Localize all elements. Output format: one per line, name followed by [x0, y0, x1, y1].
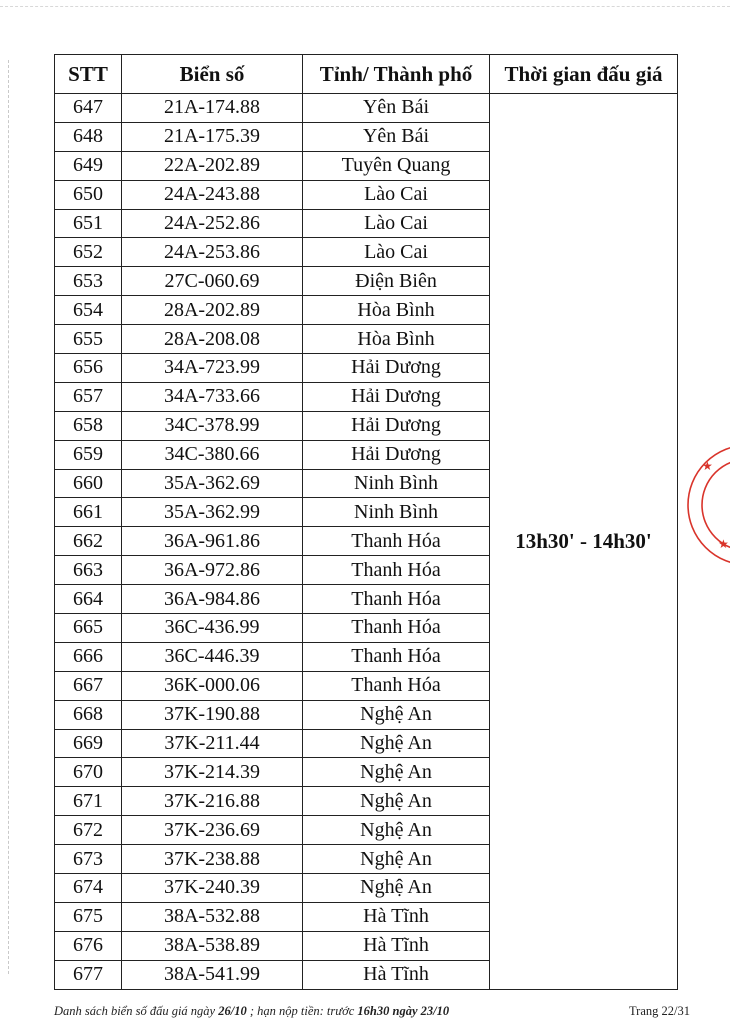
cell-plate: 28A-202.89 — [122, 296, 303, 325]
cell-plate: 34A-723.99 — [122, 354, 303, 383]
cell-province: Lào Cai — [303, 180, 490, 209]
cell-stt: 656 — [55, 354, 122, 383]
cell-plate: 37K-238.88 — [122, 845, 303, 874]
cell-stt: 650 — [55, 180, 122, 209]
cell-province: Nghệ An — [303, 787, 490, 816]
header-stt: STT — [55, 55, 122, 94]
cell-plate: 36A-984.86 — [122, 585, 303, 614]
cell-province: Hải Dương — [303, 411, 490, 440]
cell-plate: 37K-216.88 — [122, 787, 303, 816]
cell-province: Ninh Bình — [303, 498, 490, 527]
scan-edge-left — [8, 60, 10, 974]
cell-stt: 647 — [55, 94, 122, 123]
cell-plate: 27C-060.69 — [122, 267, 303, 296]
cell-plate: 24A-253.86 — [122, 238, 303, 267]
footer-deadline: 16h30 ngày 23/10 — [357, 1004, 450, 1018]
cell-plate: 28A-208.08 — [122, 325, 303, 354]
cell-stt: 669 — [55, 729, 122, 758]
cell-stt: 655 — [55, 325, 122, 354]
cell-stt: 674 — [55, 874, 122, 903]
cell-plate: 37K-211.44 — [122, 729, 303, 758]
cell-stt: 652 — [55, 238, 122, 267]
svg-text:★: ★ — [702, 459, 713, 473]
cell-province: Nghệ An — [303, 816, 490, 845]
cell-plate: 36A-972.86 — [122, 556, 303, 585]
red-seal-stamp-icon — [690, 430, 730, 580]
cell-province: Hà Tĩnh — [303, 902, 490, 931]
header-province: Tỉnh/ Thành phố — [303, 55, 490, 94]
cell-province: Lào Cai — [303, 209, 490, 238]
cell-province: Nghệ An — [303, 700, 490, 729]
cell-province: Hòa Bình — [303, 296, 490, 325]
table-row — [55, 94, 678, 123]
cell-plate: 36C-436.99 — [122, 614, 303, 643]
cell-plate: 37K-236.69 — [122, 816, 303, 845]
cell-province: Hải Dương — [303, 382, 490, 411]
cell-plate: 21A-174.88 — [122, 94, 303, 123]
cell-stt: 664 — [55, 585, 122, 614]
cell-province: Điện Biên — [303, 267, 490, 296]
cell-plate: 36K-000.06 — [122, 671, 303, 700]
cell-province: Thanh Hóa — [303, 585, 490, 614]
cell-province: Nghệ An — [303, 729, 490, 758]
cell-plate: 38A-538.89 — [122, 931, 303, 960]
cell-province: Hà Tĩnh — [303, 960, 490, 989]
cell-stt: 673 — [55, 845, 122, 874]
cell-province: Hà Tĩnh — [303, 931, 490, 960]
cell-stt: 665 — [55, 614, 122, 643]
cell-province: Tuyên Quang — [303, 151, 490, 180]
scan-edge-top — [0, 6, 730, 8]
cell-stt: 662 — [55, 527, 122, 556]
footer-note-prefix: Danh sách biển số đấu giá ngày — [54, 1004, 219, 1018]
cell-plate: 21A-175.39 — [122, 122, 303, 151]
cell-stt: 660 — [55, 469, 122, 498]
cell-stt: 653 — [55, 267, 122, 296]
footer-auction-date: 26/10 — [218, 1004, 247, 1018]
table-body — [55, 94, 678, 990]
cell-stt: 676 — [55, 931, 122, 960]
page-number: Trang 22/31 — [628, 1004, 690, 1018]
cell-stt: 659 — [55, 440, 122, 469]
cell-stt: 658 — [55, 411, 122, 440]
cell-province: Yên Bái — [303, 122, 490, 151]
footer-note-middle: ; hạn nộp tiền: trước — [246, 1004, 358, 1018]
cell-stt: 670 — [55, 758, 122, 787]
cell-stt: 651 — [55, 209, 122, 238]
cell-province: Hải Dương — [303, 440, 490, 469]
cell-stt: 663 — [55, 556, 122, 585]
cell-plate: 36A-961.86 — [122, 527, 303, 556]
cell-plate: 36C-446.39 — [122, 642, 303, 671]
cell-province: Thanh Hóa — [303, 527, 490, 556]
cell-plate: 37K-214.39 — [122, 758, 303, 787]
cell-plate: 34C-378.99 — [122, 411, 303, 440]
cell-province: Nghệ An — [303, 874, 490, 903]
cell-province: Nghệ An — [303, 758, 490, 787]
cell-province: Lào Cai — [303, 238, 490, 267]
cell-stt: 666 — [55, 642, 122, 671]
cell-stt: 667 — [55, 671, 122, 700]
cell-stt: 657 — [55, 382, 122, 411]
cell-stt: 668 — [55, 700, 122, 729]
cell-stt: 677 — [55, 960, 122, 989]
cell-stt: 648 — [55, 122, 122, 151]
cell-plate: 38A-532.88 — [122, 902, 303, 931]
svg-text:★: ★ — [718, 537, 729, 551]
cell-plate: 34C-380.66 — [122, 440, 303, 469]
table-header-row — [55, 55, 678, 94]
cell-plate: 35A-362.99 — [122, 498, 303, 527]
cell-province: Hải Dương — [303, 354, 490, 383]
footer-note — [54, 1004, 449, 1019]
cell-plate: 24A-243.88 — [122, 180, 303, 209]
cell-province: Thanh Hóa — [303, 556, 490, 585]
cell-province: Hòa Bình — [303, 325, 490, 354]
cell-plate: 37K-190.88 — [122, 700, 303, 729]
cell-province: Yên Bái — [303, 94, 490, 123]
cell-plate: 38A-541.99 — [122, 960, 303, 989]
cell-province: Thanh Hóa — [303, 642, 490, 671]
cell-province: Nghệ An — [303, 845, 490, 874]
cell-stt: 661 — [55, 498, 122, 527]
cell-stt: 671 — [55, 787, 122, 816]
cell-province: Thanh Hóa — [303, 614, 490, 643]
cell-stt: 649 — [55, 151, 122, 180]
header-plate: Biển số — [122, 55, 303, 94]
cell-plate: 35A-362.69 — [122, 469, 303, 498]
cell-auction-time: 13h30' - 14h30' — [490, 94, 678, 990]
cell-plate: 22A-202.89 — [122, 151, 303, 180]
cell-stt: 675 — [55, 902, 122, 931]
cell-province: Ninh Bình — [303, 469, 490, 498]
cell-plate: 24A-252.86 — [122, 209, 303, 238]
cell-province: Thanh Hóa — [303, 671, 490, 700]
cell-plate: 37K-240.39 — [122, 874, 303, 903]
cell-plate: 34A-733.66 — [122, 382, 303, 411]
plate-auction-table — [54, 54, 678, 990]
cell-stt: 654 — [55, 296, 122, 325]
header-auction-time: Thời gian đấu giá — [490, 55, 678, 94]
cell-stt: 672 — [55, 816, 122, 845]
